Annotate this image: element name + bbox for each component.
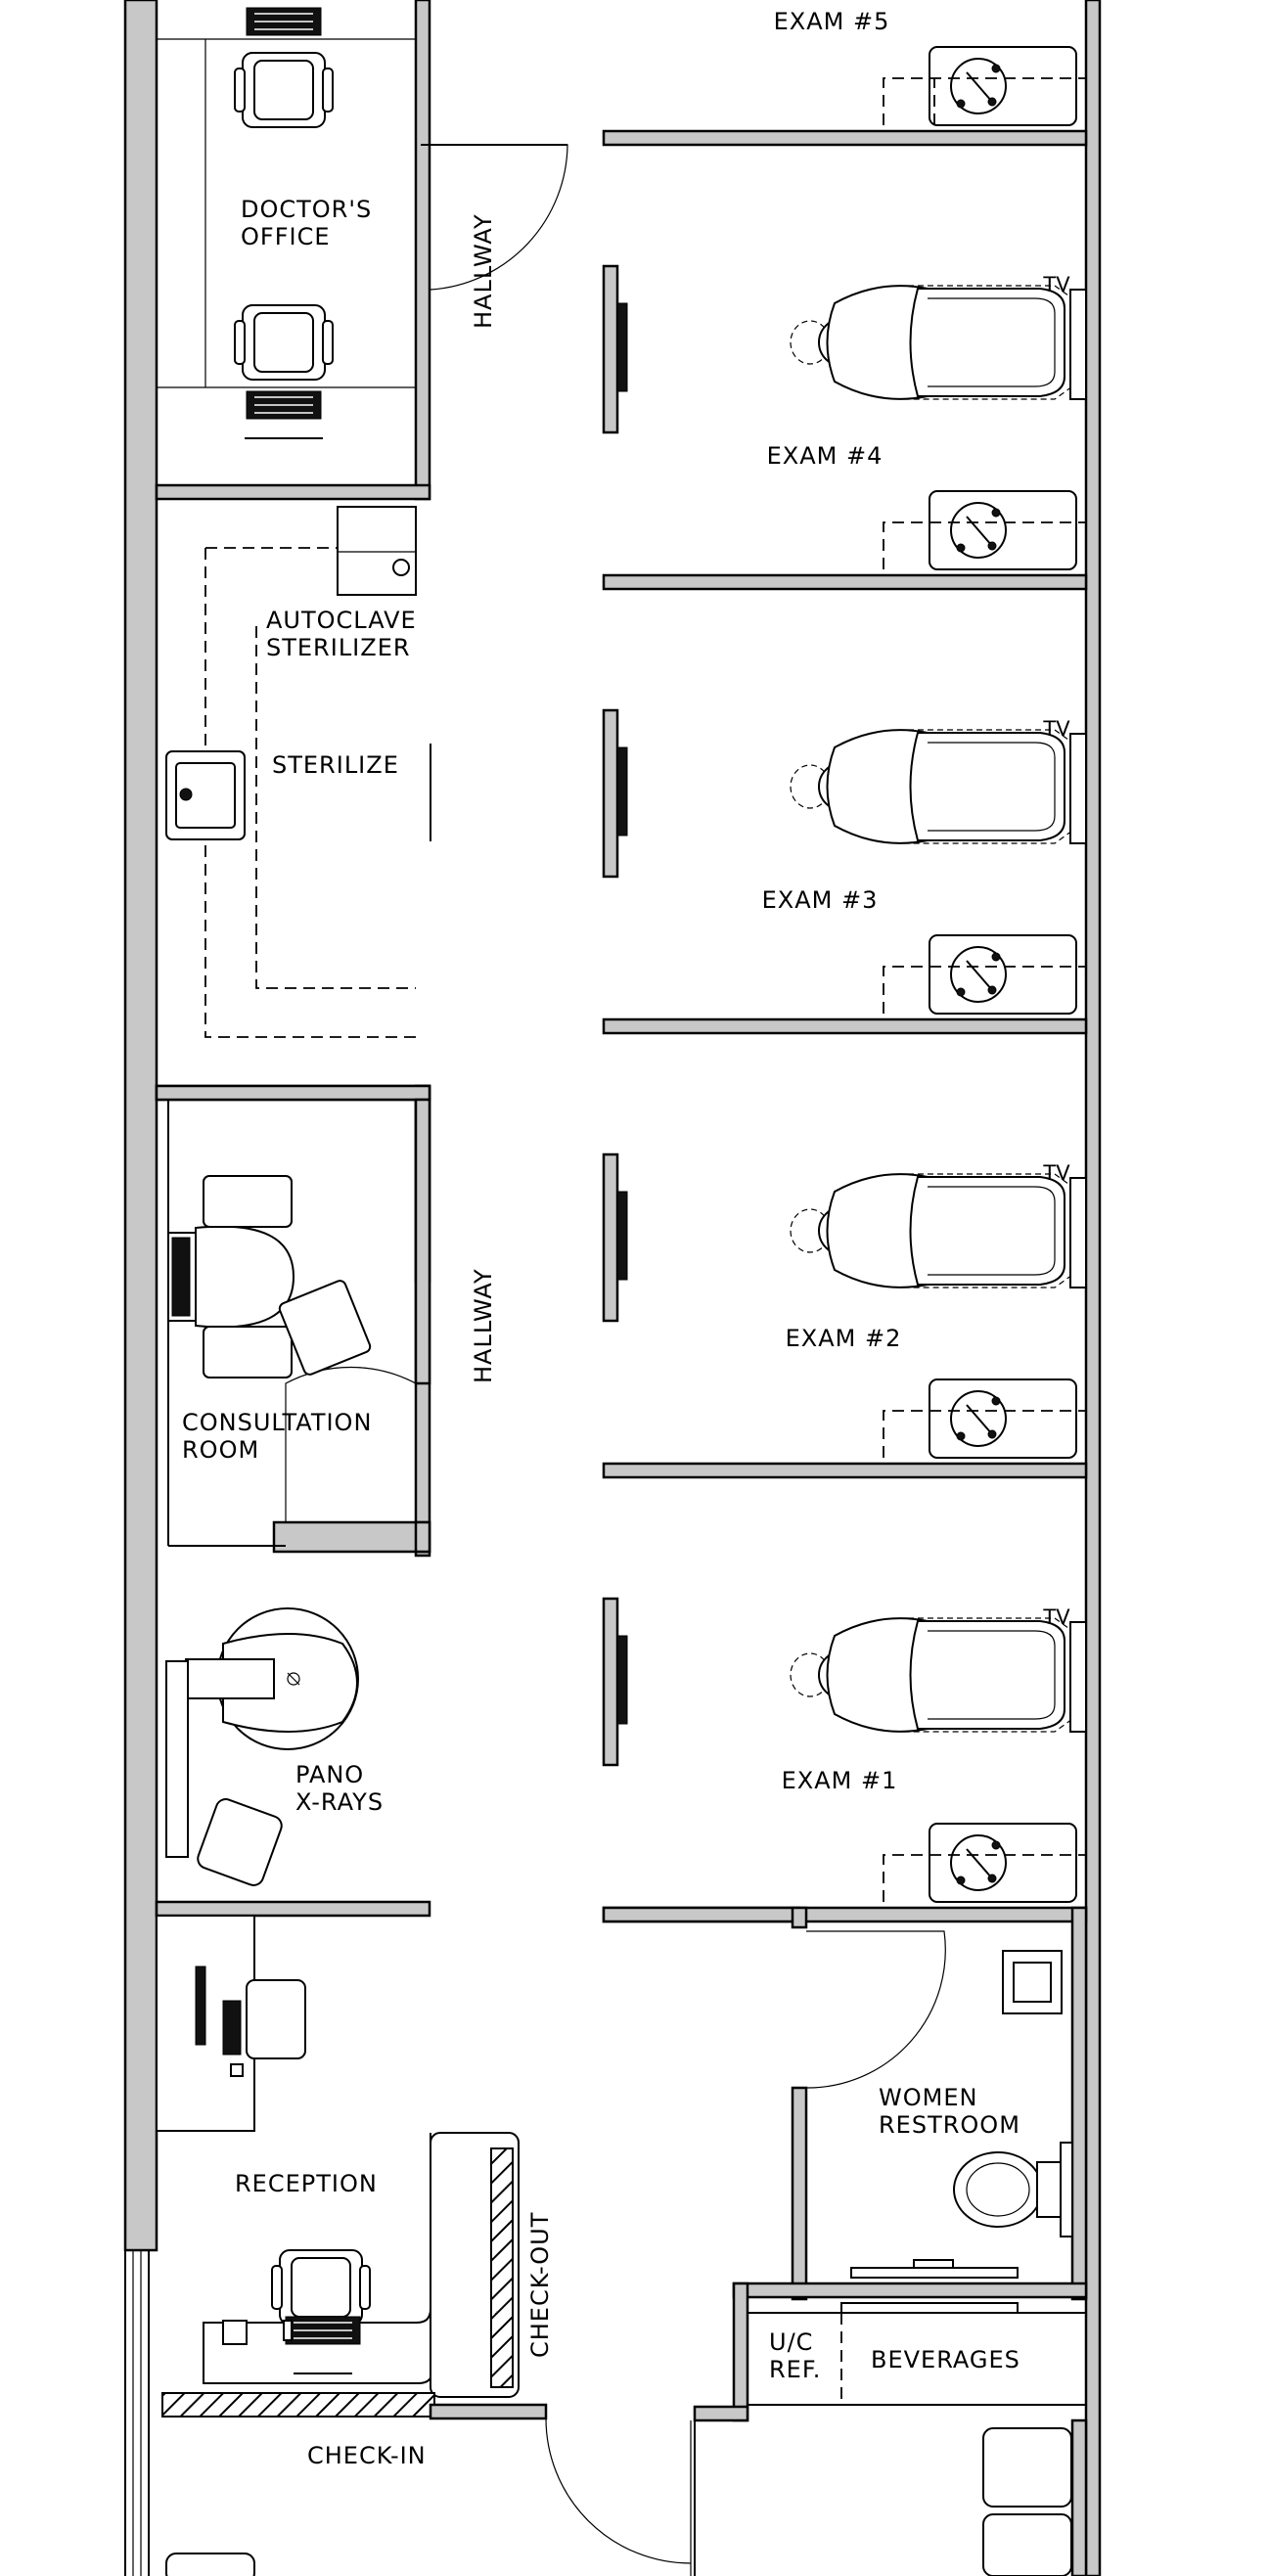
pano-label-1: PANO [295,1761,365,1788]
checkout-label: CHECK-OUT [526,2211,554,2358]
exam-wall-2 [604,1464,1086,1477]
autoclave-sterilizer [338,507,416,595]
women-restroom-label-2: RESTROOM [879,2111,1020,2139]
checkin-counter [162,2393,434,2417]
consultation-door [286,1367,416,1522]
exam5-label: EXAM #5 [773,8,890,35]
doctors-office-label-2: OFFICE [241,223,331,250]
pano-label-2: X-RAYS [295,1788,385,1816]
uc-ref-label-2: REF. [769,2356,822,2383]
exam-wall-5 [604,131,1086,145]
consultation-table [196,1227,294,1328]
doctors-office-label-1: DOCTOR'S [241,196,373,223]
reception-label: RECEPTION [235,2170,378,2197]
exam4-label: EXAM #4 [766,442,884,470]
tv-label-4: TV [1043,273,1070,296]
exam-wall-4 [604,575,1086,589]
beverages-label: BEVERAGES [871,2346,1020,2373]
exam-wall-3 [604,1019,1086,1033]
uc-ref-label-1: U/C [769,2328,814,2356]
tv-label-3: TV [1043,717,1070,741]
checkin-label: CHECK-IN [307,2442,427,2469]
tv-label-1: TV [1043,1605,1070,1629]
consultation-label-1: CONSULTATION [182,1409,373,1436]
women-restroom-label-1: WOMEN [879,2084,978,2111]
hallway-label-upper: HALLWAY [470,213,497,329]
sterilize-label: STERILIZE [272,751,399,779]
doctors-office-east-wall [416,0,430,499]
entry-door [546,2418,691,2563]
consultation-label-2: ROOM [182,1436,260,1464]
exam3-label: EXAM #3 [761,886,879,914]
east-exterior-wall [1086,0,1100,2576]
exam1-label: EXAM #1 [781,1767,898,1794]
west-exterior-wall [125,0,157,2250]
autoclave-label-1: AUTOCLAVE [266,607,417,634]
restroom-door [806,1931,945,2088]
autoclave-label-2: STERILIZER [266,634,411,661]
hallway-label-lower: HALLWAY [470,1268,497,1383]
exam2-label: EXAM #2 [785,1325,902,1352]
tv-label-2: TV [1043,1161,1070,1185]
